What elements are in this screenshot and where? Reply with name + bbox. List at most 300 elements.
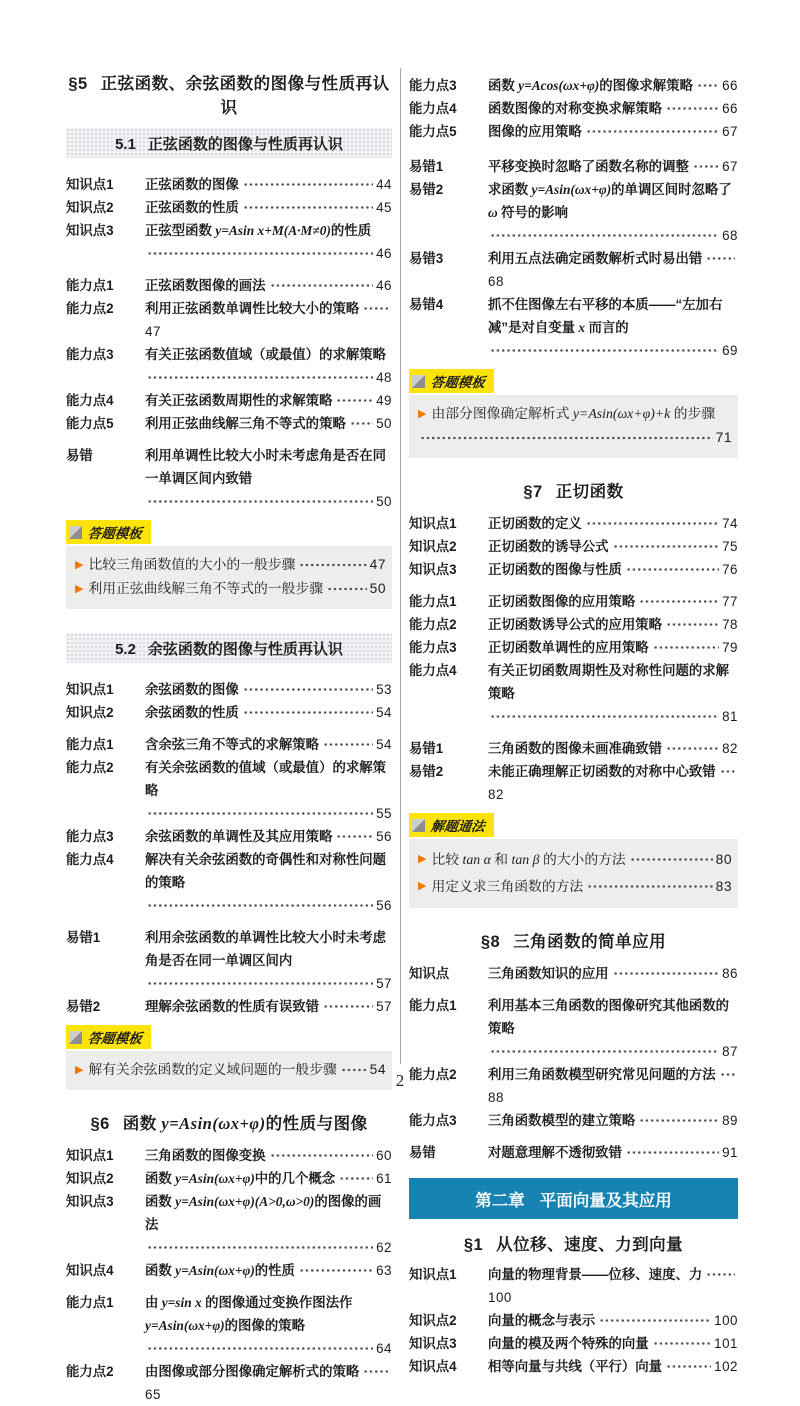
entry-label: 易错2 bbox=[409, 182, 444, 197]
entry-label: 易错1 bbox=[409, 741, 444, 756]
entry-label: 知识点3 bbox=[66, 223, 114, 238]
template-label bbox=[66, 1025, 151, 1049]
entry-label: 知识点2 bbox=[409, 1313, 457, 1328]
entry-label: 知识点3 bbox=[409, 1336, 457, 1351]
toc-entry bbox=[409, 1263, 738, 1309]
toc-group-mistakes bbox=[66, 926, 392, 1018]
toc-group-ability bbox=[66, 274, 392, 435]
entry-label: 易错1 bbox=[66, 930, 101, 945]
dot-leader bbox=[666, 97, 719, 120]
entry-page: 44 bbox=[376, 177, 392, 192]
entry-page: 88 bbox=[488, 1090, 504, 1105]
toc-entry bbox=[409, 1332, 738, 1355]
entry-label: 知识点3 bbox=[66, 1194, 114, 1209]
toc-entry bbox=[409, 590, 738, 613]
dot-leader bbox=[697, 74, 719, 97]
toc-group-ability bbox=[66, 733, 392, 917]
template-label-text: 答题模板 bbox=[86, 1031, 143, 1046]
chapter-number: 第二章 bbox=[475, 1192, 525, 1210]
subsection-5-2-header bbox=[66, 633, 392, 663]
toc-entry bbox=[409, 1141, 738, 1164]
entry-label: 能力点5 bbox=[409, 124, 457, 139]
entry-label: 能力点4 bbox=[409, 101, 457, 116]
dot-leader bbox=[420, 426, 713, 450]
entry-page: 50 bbox=[376, 494, 392, 509]
answer-template-block bbox=[409, 369, 738, 458]
toc-group-knowledge bbox=[409, 1263, 738, 1378]
entry-title: 利用余弦函数的单调性比较大小时未考虑角是否在同一单调区间内 bbox=[145, 930, 387, 968]
template-label bbox=[66, 520, 151, 544]
dot-leader bbox=[599, 1309, 711, 1332]
dot-leader bbox=[630, 846, 713, 873]
entry-page: 54 bbox=[376, 705, 392, 720]
dot-leader bbox=[243, 173, 373, 196]
entry-page: 62 bbox=[376, 1240, 392, 1255]
entry-label: 知识点1 bbox=[66, 177, 114, 192]
dot-leader bbox=[327, 577, 367, 601]
dot-leader bbox=[147, 242, 373, 265]
entry-page: 53 bbox=[376, 682, 392, 697]
entry-page: 67 bbox=[722, 159, 738, 174]
entry-title: 解决有关余弦函数的奇偶性和对称性问题的策略 bbox=[145, 852, 387, 890]
dot-leader bbox=[299, 553, 366, 577]
dot-leader bbox=[323, 733, 373, 756]
entry-title: 正弦型函数 y=Asin x+M(A·M≠0)的性质 bbox=[145, 223, 372, 238]
template-item-title: 解有关余弦函数的定义域问题的一般步骤 bbox=[88, 1062, 337, 1077]
entry-title: 函数 y=Asin(ωx+φ)中的几个概念 bbox=[145, 1171, 336, 1186]
dot-leader bbox=[626, 1141, 719, 1164]
dot-leader bbox=[243, 701, 373, 724]
triangle-icon bbox=[412, 375, 425, 388]
section-number: §6 bbox=[90, 1115, 110, 1133]
entry-label: 知识点 bbox=[409, 966, 450, 981]
entry-title: 向量的物理背景——位移、速度、力 bbox=[488, 1267, 703, 1282]
toc-entry bbox=[409, 512, 738, 535]
entry-title: 正切函数的图像与性质 bbox=[488, 562, 622, 577]
entry-label: 知识点2 bbox=[66, 200, 114, 215]
template-item-page: 47 bbox=[369, 557, 386, 572]
entry-title: 有关正切函数周期性及对称性问题的求解策略 bbox=[488, 663, 730, 701]
entry-page: 89 bbox=[722, 1113, 738, 1128]
entry-title: 正切函数图像的应用策略 bbox=[488, 594, 636, 609]
dot-leader bbox=[299, 1259, 373, 1282]
toc-group-knowledge bbox=[66, 1144, 392, 1282]
entry-page: 100 bbox=[488, 1290, 512, 1305]
play-arrow-icon: ▶ bbox=[418, 853, 427, 865]
template-item-title: 用定义求三角函数的方法 bbox=[431, 879, 584, 894]
entry-page: 56 bbox=[376, 898, 392, 913]
entry-label: 易错4 bbox=[409, 297, 444, 312]
entry-label: 能力点2 bbox=[66, 1364, 114, 1379]
toc-entry bbox=[409, 293, 738, 362]
entry-page: 82 bbox=[488, 787, 504, 802]
entry-title: 理解余弦函数的性质有误致错 bbox=[145, 999, 320, 1014]
section-1-title bbox=[409, 1231, 738, 1255]
toc-entry bbox=[66, 678, 392, 701]
entry-page: 54 bbox=[376, 737, 392, 752]
dot-leader bbox=[613, 962, 720, 985]
toc-entry bbox=[66, 1190, 392, 1259]
entry-label: 易错3 bbox=[409, 251, 444, 266]
section-7-title bbox=[409, 478, 738, 502]
template-label-text: 答题模板 bbox=[429, 375, 486, 390]
toc-entry bbox=[66, 196, 392, 219]
entry-title: 向量的概念与表示 bbox=[488, 1313, 596, 1328]
entry-label: 能力点2 bbox=[409, 1067, 457, 1082]
entry-label: 能力点1 bbox=[66, 1295, 114, 1310]
template-item-title: 由部分图像确定解析式 y=Asin(ωx+φ)+k 的步骤 bbox=[431, 406, 716, 421]
dot-leader bbox=[323, 995, 373, 1018]
dot-leader bbox=[653, 636, 719, 659]
toc-group-ability bbox=[66, 1291, 392, 1406]
toc-group-ability bbox=[409, 74, 738, 143]
template-item-page: 71 bbox=[715, 430, 732, 445]
triangle-icon bbox=[69, 526, 82, 539]
section-number: §5 bbox=[68, 75, 88, 93]
toc-entry bbox=[409, 636, 738, 659]
entry-label: 易错 bbox=[66, 448, 93, 463]
dot-leader bbox=[147, 366, 373, 389]
dot-leader bbox=[147, 894, 373, 917]
template-item bbox=[418, 873, 732, 900]
toc-group-mistakes bbox=[409, 1141, 738, 1164]
entry-page: 75 bbox=[722, 539, 738, 554]
entry-label: 能力点3 bbox=[409, 78, 457, 93]
entry-title: 相等向量与共线（平行）向量 bbox=[488, 1359, 663, 1374]
dot-leader bbox=[270, 274, 374, 297]
toc-entry bbox=[66, 412, 392, 435]
entry-page: 57 bbox=[376, 999, 392, 1014]
entry-page: 56 bbox=[376, 829, 392, 844]
toc-entry bbox=[66, 1167, 392, 1190]
toc-entry bbox=[66, 444, 392, 513]
toc-group-ability bbox=[409, 590, 738, 728]
toc-entry bbox=[409, 97, 738, 120]
entry-title: 利用基本三角函数的图像研究其他函数的策略 bbox=[488, 998, 730, 1036]
entry-title: 余弦函数的性质 bbox=[145, 705, 239, 720]
toc-entry bbox=[409, 74, 738, 97]
template-label-text: 解题通法 bbox=[429, 819, 486, 834]
entry-title: 函数 y=Acos(ωx+φ)的图像求解策略 bbox=[488, 78, 693, 93]
entry-title: 利用三角函数模型研究常见问题的方法 bbox=[488, 1067, 716, 1082]
toc-entry bbox=[66, 343, 392, 389]
entry-page: 78 bbox=[722, 617, 738, 632]
toc-entry bbox=[66, 1291, 392, 1360]
entry-page: 47 bbox=[145, 324, 161, 339]
template-item-page: 50 bbox=[369, 581, 386, 596]
entry-page: 63 bbox=[376, 1263, 392, 1278]
toc-entry bbox=[409, 994, 738, 1063]
entry-label: 知识点2 bbox=[409, 539, 457, 554]
dot-leader bbox=[490, 1040, 719, 1063]
entry-page: 55 bbox=[376, 806, 392, 821]
dot-leader bbox=[350, 412, 373, 435]
dot-leader bbox=[653, 1332, 711, 1355]
entry-title: 函数 y=Asin(ωx+φ)(A>0,ω>0)的图像的画法 bbox=[145, 1194, 382, 1232]
dot-leader bbox=[243, 196, 373, 219]
entry-title: 正切函数的定义 bbox=[488, 516, 582, 531]
entry-label: 知识点1 bbox=[409, 516, 457, 531]
entry-title: 利用正弦函数单调性比较大小的策略 bbox=[145, 301, 360, 316]
dot-leader bbox=[626, 558, 719, 581]
subsection-text: 余弦函数的图像与性质再认识 bbox=[147, 641, 343, 658]
entry-label: 知识点4 bbox=[66, 1263, 114, 1278]
toc-entry bbox=[66, 173, 392, 196]
toc-entry bbox=[409, 737, 738, 760]
dot-leader bbox=[666, 737, 719, 760]
column-divider bbox=[400, 68, 401, 1064]
entry-page: 66 bbox=[722, 101, 738, 116]
toc-entry bbox=[409, 155, 738, 178]
entry-label: 能力点3 bbox=[409, 1113, 457, 1128]
template-item-title: 利用正弦曲线解三角不等式的一般步骤 bbox=[88, 581, 324, 596]
entry-title: 图像的应用策略 bbox=[488, 124, 582, 139]
section-text: 三角函数的简单应用 bbox=[513, 933, 667, 951]
template-item bbox=[418, 402, 732, 450]
entry-label: 知识点1 bbox=[409, 1267, 457, 1282]
entry-label: 能力点2 bbox=[66, 760, 114, 775]
left-column bbox=[66, 66, 392, 1406]
entry-title: 三角函数的图像未画准确致错 bbox=[488, 741, 663, 756]
entry-title: 向量的模及两个特殊的向量 bbox=[488, 1336, 649, 1351]
entry-page: 68 bbox=[722, 228, 738, 243]
toc-entry bbox=[66, 297, 392, 343]
entry-title: 正弦函数的图像 bbox=[145, 177, 239, 192]
entry-label: 能力点1 bbox=[66, 737, 114, 752]
entry-label: 易错 bbox=[409, 1145, 436, 1160]
template-item-title: 比较 tan α 和 tan β 的大小的方法 bbox=[431, 852, 626, 867]
entry-page: 49 bbox=[376, 393, 392, 408]
play-arrow-icon: ▶ bbox=[75, 583, 84, 595]
toc-entry bbox=[66, 733, 392, 756]
toc-entry bbox=[409, 535, 738, 558]
toc-entry bbox=[66, 219, 392, 265]
dot-leader bbox=[613, 535, 720, 558]
dot-leader bbox=[720, 760, 735, 783]
entry-page: 68 bbox=[488, 274, 504, 289]
entry-page: 46 bbox=[376, 246, 392, 261]
toc-entry bbox=[66, 1360, 392, 1406]
dot-leader bbox=[147, 1337, 373, 1360]
dot-leader bbox=[270, 1144, 374, 1167]
section-8-title bbox=[409, 928, 738, 952]
entry-title: 正切函数的诱导公式 bbox=[488, 539, 609, 554]
template-item bbox=[75, 577, 386, 601]
toc-entry bbox=[66, 1259, 392, 1282]
solving-method-block bbox=[409, 813, 738, 908]
toc-group-mistakes bbox=[66, 444, 392, 513]
template-label bbox=[409, 813, 494, 837]
dot-leader bbox=[587, 873, 712, 900]
entry-title: 由图像或部分图像确定解析式的策略 bbox=[145, 1364, 360, 1379]
entry-title: 未能正确理解正切函数的对称中心致错 bbox=[488, 764, 716, 779]
entry-title: 对题意理解不透彻致错 bbox=[488, 1145, 622, 1160]
entry-label: 能力点3 bbox=[409, 640, 457, 655]
section-6-title bbox=[66, 1110, 392, 1134]
toc-entry bbox=[409, 1109, 738, 1132]
dot-leader bbox=[586, 120, 719, 143]
toc-entry bbox=[409, 1355, 738, 1378]
entry-page: 101 bbox=[714, 1336, 738, 1351]
dot-leader bbox=[586, 512, 719, 535]
toc-entry bbox=[66, 995, 392, 1018]
dot-leader bbox=[490, 224, 719, 247]
toc-group-knowledge bbox=[66, 678, 392, 724]
toc-entry bbox=[409, 962, 738, 985]
entry-label: 易错2 bbox=[66, 999, 101, 1014]
toc-entry bbox=[66, 825, 392, 848]
play-arrow-icon: ▶ bbox=[75, 1064, 84, 1076]
entry-title: 平移变换时忽略了函数名称的调整 bbox=[488, 159, 689, 174]
entry-label: 易错2 bbox=[409, 764, 444, 779]
entry-title: 正切函数诱导公式的应用策略 bbox=[488, 617, 663, 632]
dot-leader bbox=[706, 247, 735, 270]
entry-page: 87 bbox=[722, 1044, 738, 1059]
section-number: §7 bbox=[523, 483, 543, 501]
entry-page: 60 bbox=[376, 1148, 392, 1163]
subsection-text: 正弦函数的图像与性质再认识 bbox=[147, 136, 343, 153]
toc-group-mistakes bbox=[409, 155, 738, 362]
entry-title: 由 y=sin x 的图像通过变换作图法作 y=Asin(ωx+φ)的图像的策略 bbox=[145, 1295, 353, 1333]
entry-label: 知识点1 bbox=[66, 1148, 114, 1163]
entry-title: 余弦函数的图像 bbox=[145, 682, 239, 697]
subsection-number: 5.2 bbox=[115, 641, 136, 658]
subsection-5-1-header bbox=[66, 128, 392, 158]
entry-label: 能力点5 bbox=[66, 416, 114, 431]
entry-label: 能力点3 bbox=[66, 347, 114, 362]
template-item-page: 83 bbox=[715, 879, 732, 894]
dot-leader bbox=[147, 972, 373, 995]
template-box bbox=[409, 839, 738, 908]
entry-page: 64 bbox=[376, 1341, 392, 1356]
entry-page: 65 bbox=[145, 1387, 161, 1402]
toc-entry bbox=[409, 247, 738, 293]
entry-page: 50 bbox=[376, 416, 392, 431]
template-item-page: 54 bbox=[369, 1062, 386, 1077]
section-text: 正弦函数、余弦函数的图像与性质再认识 bbox=[100, 75, 390, 117]
page-number: 2 bbox=[395, 1071, 405, 1090]
entry-label: 能力点2 bbox=[409, 617, 457, 632]
entry-title: 余弦函数的单调性及其应用策略 bbox=[145, 829, 333, 844]
entry-label: 能力点1 bbox=[66, 278, 114, 293]
entry-page: 102 bbox=[714, 1359, 738, 1374]
toc-group-ability bbox=[409, 994, 738, 1132]
dot-leader bbox=[639, 590, 719, 613]
entry-label: 易错1 bbox=[409, 159, 444, 174]
toc-entry bbox=[409, 760, 738, 806]
toc-entry bbox=[409, 1309, 738, 1332]
toc-group-knowledge bbox=[409, 962, 738, 985]
toc-entry bbox=[409, 613, 738, 636]
entry-page: 61 bbox=[376, 1171, 392, 1186]
entry-page: 45 bbox=[376, 200, 392, 215]
chapter-text: 平面向量及其应用 bbox=[539, 1192, 672, 1210]
entry-page: 74 bbox=[722, 516, 738, 531]
toc-group-knowledge bbox=[409, 512, 738, 581]
template-item bbox=[75, 553, 386, 577]
entry-label: 知识点2 bbox=[66, 705, 114, 720]
entry-page: 57 bbox=[376, 976, 392, 991]
template-box bbox=[66, 546, 392, 609]
play-arrow-icon: ▶ bbox=[418, 408, 427, 420]
entry-title: 利用单调性比较大小时未考虑角是否在同一单调区间内致错 bbox=[145, 448, 387, 486]
entry-title: 利用五点法确定函数解析式时易出错 bbox=[488, 251, 703, 266]
entry-title: 正切函数单调性的应用策略 bbox=[488, 640, 649, 655]
entry-page: 66 bbox=[722, 78, 738, 93]
entry-title: 函数 y=Asin(ωx+φ)的性质 bbox=[145, 1263, 295, 1278]
template-item-title: 比较三角函数值的大小的一般步骤 bbox=[88, 557, 296, 572]
dot-leader bbox=[706, 1263, 735, 1286]
entry-title: 正弦函数图像的画法 bbox=[145, 278, 266, 293]
dot-leader bbox=[336, 825, 373, 848]
dot-leader bbox=[147, 1236, 373, 1259]
entry-title: 有关正弦函数值域（或最值）的求解策略 bbox=[145, 347, 387, 362]
entry-page: 77 bbox=[722, 594, 738, 609]
dot-leader bbox=[693, 155, 719, 178]
section-text: 正切函数 bbox=[555, 483, 624, 501]
dot-leader bbox=[666, 1355, 711, 1378]
entry-label: 能力点4 bbox=[66, 393, 114, 408]
dot-leader bbox=[639, 1109, 719, 1132]
dot-leader bbox=[363, 297, 389, 320]
dot-leader bbox=[490, 705, 719, 728]
toc-entry bbox=[409, 178, 738, 247]
entry-label: 知识点1 bbox=[66, 682, 114, 697]
entry-label: 能力点1 bbox=[409, 998, 457, 1013]
dot-leader bbox=[363, 1360, 389, 1383]
entry-label: 知识点3 bbox=[409, 562, 457, 577]
entry-page: 81 bbox=[722, 709, 738, 724]
dot-leader bbox=[243, 678, 373, 701]
triangle-icon bbox=[69, 1031, 82, 1044]
dot-leader bbox=[336, 389, 373, 412]
section-number: §1 bbox=[463, 1236, 484, 1254]
template-item bbox=[418, 846, 732, 873]
toc-entry bbox=[66, 756, 392, 825]
toc-entry bbox=[66, 926, 392, 995]
entry-label: 知识点2 bbox=[66, 1171, 114, 1186]
entry-page: 69 bbox=[722, 343, 738, 358]
entry-page: 67 bbox=[722, 124, 738, 139]
section-text: 函数 y=Asin(ωx+φ)的性质与图像 bbox=[122, 1114, 368, 1133]
entry-page: 82 bbox=[722, 741, 738, 756]
entry-title: 有关正弦函数周期性的求解策略 bbox=[145, 393, 333, 408]
right-column bbox=[409, 66, 738, 1378]
triangle-icon bbox=[412, 819, 425, 832]
entry-title: 求函数 y=Asin(ωx+φ)的单调区间时忽略了 ω 符号的影响 bbox=[488, 182, 732, 220]
template-box bbox=[409, 395, 738, 458]
template-label-text: 答题模板 bbox=[86, 526, 143, 541]
section-text: 从位移、速度、力到向量 bbox=[496, 1236, 684, 1254]
entry-page: 48 bbox=[376, 370, 392, 385]
entry-title: 正弦函数的性质 bbox=[145, 200, 239, 215]
entry-title: 三角函数模型的建立策略 bbox=[488, 1113, 636, 1128]
section-5-title bbox=[66, 70, 392, 118]
toc-entry bbox=[66, 389, 392, 412]
dot-leader bbox=[147, 490, 373, 513]
entry-title: 三角函数知识的应用 bbox=[488, 966, 609, 981]
entry-title: 抓不住图像左右平移的本质——“左加右减”是对自变量 x 而言的 bbox=[488, 297, 723, 335]
chapter-2-banner bbox=[409, 1178, 738, 1219]
entry-label: 知识点4 bbox=[409, 1359, 457, 1374]
entry-title: 利用正弦曲线解三角不等式的策略 bbox=[145, 416, 346, 431]
template-item-page: 80 bbox=[715, 852, 732, 867]
dot-leader bbox=[666, 613, 719, 636]
entry-page: 100 bbox=[714, 1313, 738, 1328]
dot-leader bbox=[147, 802, 373, 825]
subsection-number: 5.1 bbox=[115, 136, 136, 153]
entry-title: 三角函数的图像变换 bbox=[145, 1148, 266, 1163]
